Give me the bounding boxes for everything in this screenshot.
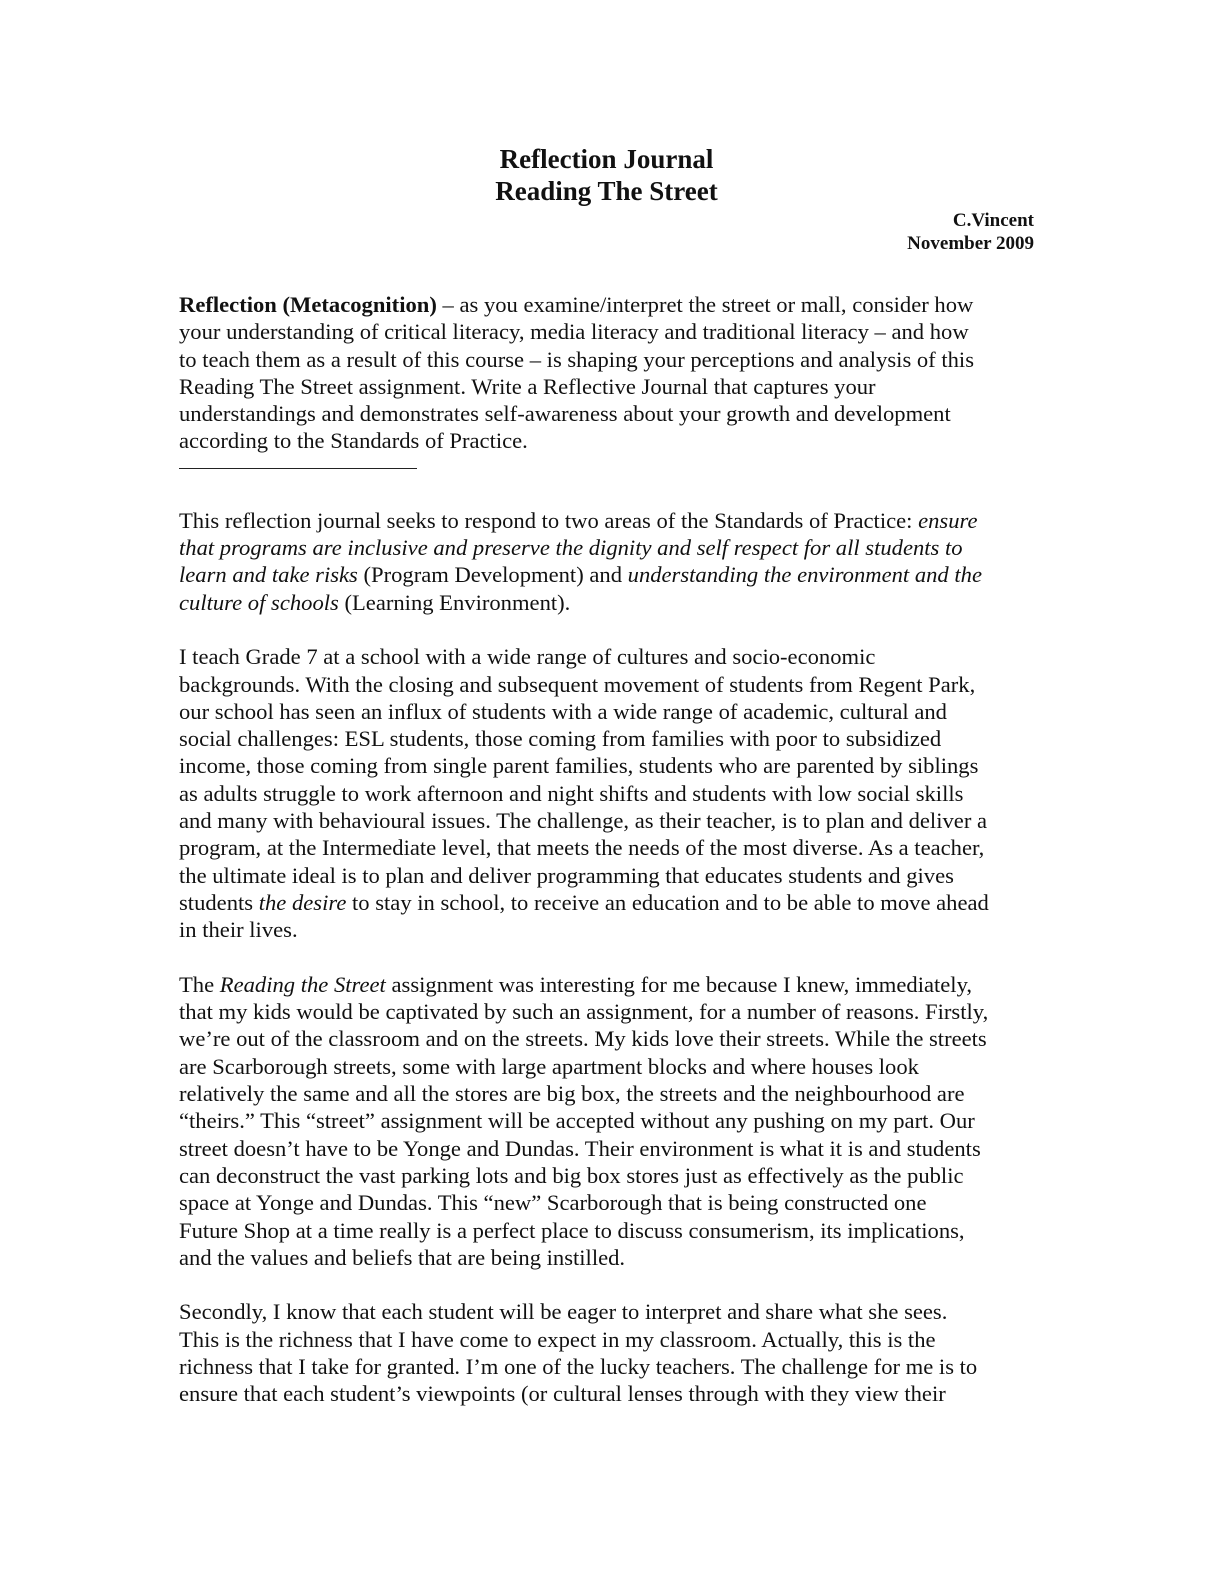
paragraph-line: we’re out of the classroom and on the streets. My kids love their streets. While the streets xyxy=(179,1026,987,1052)
paragraph-line xyxy=(179,534,1034,561)
author-date-block xyxy=(179,209,1034,255)
text-run: to stay in school, to receive an education and to be able to move ahead xyxy=(346,889,989,915)
prompt-line: to teach them as a result of this course – is shaping your perceptions and analysis of this xyxy=(179,346,974,372)
paragraph-line: our school has seen an influx of students with a wide range of academic, cultural and xyxy=(179,698,947,724)
text-run: (Program Development) and xyxy=(357,562,628,588)
paragraph-line: can deconstruct the vast parking lots and big box stores just as effectively as the public xyxy=(179,1162,964,1188)
paragraph-standards xyxy=(179,507,1034,616)
paragraph-line: I teach Grade 7 at a school with a wide range of cultures and socio-economic xyxy=(179,644,876,670)
paragraph-line: street doesn’t have to be Yonge and Dundas. Their environment is what it is and students xyxy=(179,1135,981,1161)
paragraph-line: that my kids would be captivated by such an assignment, for a number of reasons. Firstly, xyxy=(179,999,989,1025)
paragraph-line xyxy=(179,589,1034,616)
text-run: assignment was interesting for me because I knew, immediately, xyxy=(385,971,973,997)
paragraph-line xyxy=(179,971,1034,998)
paragraph-line: relatively the same and all the stores are big box, the streets and the neighbourhood are xyxy=(179,1081,965,1107)
paragraph-school-context xyxy=(179,643,1034,943)
prompt-line xyxy=(179,291,1034,318)
paragraph-line: “theirs.” This “street” assignment will be accepted without any pushing on my part. Our xyxy=(179,1108,975,1134)
text-run: (Learning Environment). xyxy=(338,589,571,615)
paragraph-assignment xyxy=(179,971,1034,1271)
italic-run: ensure xyxy=(918,507,978,533)
italic-run: that programs are inclusive and preserve the dignity and self respect for all students to xyxy=(179,535,963,561)
prompt-line: your understanding of critical literacy, media literacy and traditional literacy – and how xyxy=(179,319,969,345)
italic-run: Reading the Street xyxy=(219,971,386,997)
document-page xyxy=(179,143,1034,1408)
text-run: The xyxy=(179,971,220,997)
italic-run: the desire xyxy=(258,889,347,915)
title-block xyxy=(179,143,1034,207)
paragraph-line: backgrounds. With the closing and subsequent movement of students from Regent Park, xyxy=(179,671,976,697)
prompt-line: understandings and demonstrates self-awareness about your growth and development xyxy=(179,401,951,427)
author-name: C.Vincent xyxy=(952,210,1034,231)
paragraph-line: are Scarborough streets, some with large apartment blocks and where houses look xyxy=(179,1053,919,1079)
prompt-line: according to the Standards of Practice. xyxy=(179,428,528,454)
assignment-prompt xyxy=(179,291,1034,455)
document-title: Reflection Journal xyxy=(499,144,714,174)
paragraph-line: This is the richness that I have come to expect in my classroom. Actually, this is the xyxy=(179,1326,936,1352)
paragraph-line: as adults struggle to work afternoon and night shifts and students with low social skills xyxy=(179,780,964,806)
prompt-line-text: – as you examine/interpret the street or mall, consider how xyxy=(436,292,974,317)
paragraph-line xyxy=(179,561,1034,588)
paragraph-line: program, at the Intermediate level, that meets the needs of the most diverse. As a teacher, xyxy=(179,835,985,861)
paragraph-line: Future Shop at a time really is a perfect place to discuss consumerism, its implications, xyxy=(179,1217,965,1243)
paragraph-line: income, those coming from single parent families, students who are parented by siblings xyxy=(179,753,979,779)
paragraph-line: and many with behavioural issues. The challenge, as their teacher, is to plan and deliver a xyxy=(179,808,988,834)
paragraph-line: and the values and beliefs that are being instilled. xyxy=(179,1244,626,1270)
separator-rule xyxy=(179,468,417,469)
paragraph-line: space at Yonge and Dundas. This “new” Scarborough that is being constructed one xyxy=(179,1190,927,1216)
text-run: This reflection journal seeks to respond to two areas of the Standards of Practice: xyxy=(179,507,919,533)
text-run: students xyxy=(179,889,259,915)
prompt-line: Reading The Street assignment. Write a Reflective Journal that captures your xyxy=(179,373,876,399)
paragraph-line: Secondly, I know that each student will be eager to interpret and share what she sees. xyxy=(179,1299,948,1325)
paragraph-line xyxy=(179,889,1034,916)
paragraph-line xyxy=(179,507,1034,534)
paragraph-line: the ultimate ideal is to plan and deliver programming that educates students and gives xyxy=(179,862,954,888)
paragraph-line: ensure that each student’s viewpoints (or cultural lenses through with they view their xyxy=(179,1381,946,1407)
paragraph-line: in their lives. xyxy=(179,917,298,943)
prompt-lead: Reflection (Metacognition) xyxy=(179,292,437,317)
paragraph-line: social challenges: ESL students, those coming from families with poor to subsidized xyxy=(179,726,942,752)
document-date: November 2009 xyxy=(907,233,1034,254)
paragraph-line: richness that I take for granted. I’m one of the lucky teachers. The challenge for me is to xyxy=(179,1353,978,1379)
italic-run: understanding the environment and the xyxy=(627,562,982,588)
italic-run: culture of schools xyxy=(179,589,339,615)
document-subtitle: Reading The Street xyxy=(495,176,718,206)
italic-run: learn and take risks xyxy=(179,562,358,588)
paragraph-secondly xyxy=(179,1298,1034,1407)
